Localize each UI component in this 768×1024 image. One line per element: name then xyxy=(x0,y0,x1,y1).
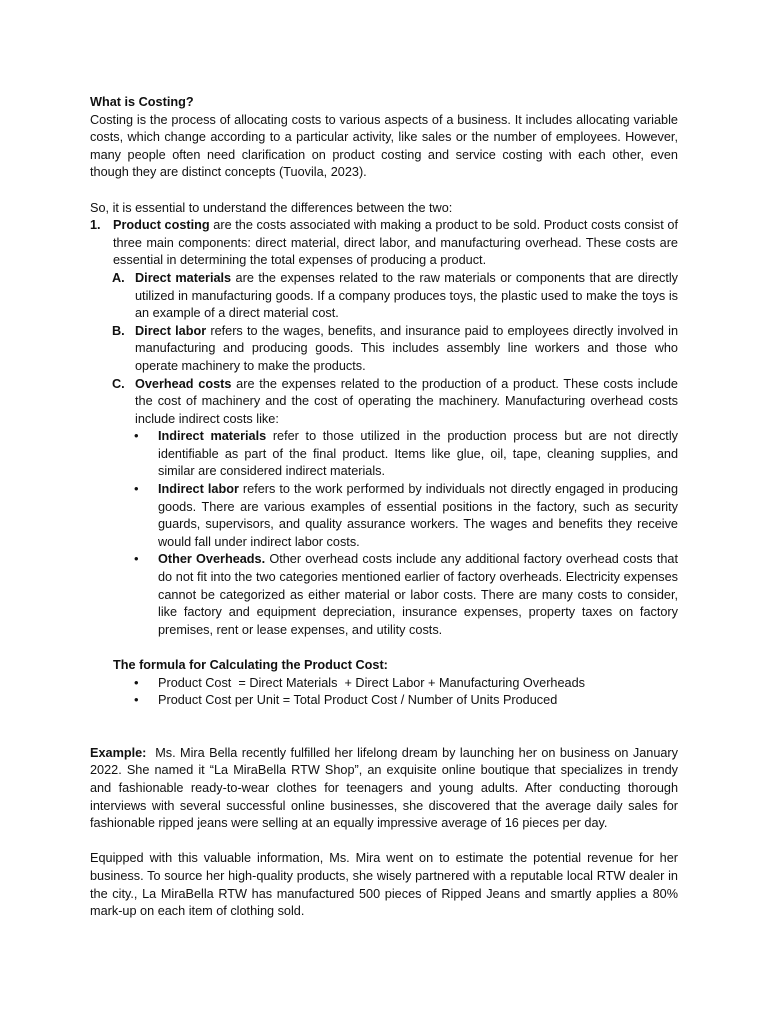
list-marker: B. xyxy=(112,323,125,338)
list-marker: 1. xyxy=(90,218,101,233)
intro-paragraph: Costing is the process of allocating costs to various aspects of a business. It includes allocating variable costs, which change according to a particular activity, like sales or the number of employees. However, many people often need clarification on product costing and service costing with each other, even though they are distinct concepts (Tuovila, 2023). xyxy=(90,112,678,180)
term: Product costing xyxy=(113,218,210,233)
bullet-indirect-labor: • Indirect labor refers to the work performed by individuals not directly engaged in producing goods. There are various examples of essential positions in the factory, such as security guards, supervisors, and quality assurance workers. The wages and benefits they receive would fall under indirect labor costs. xyxy=(134,481,679,549)
sub-item-direct-materials: A. Direct materials are the expenses related to the raw materials or components that are directly utilized in manufacturing goods. If a company produces toys, the plastic used to make the toys is an example of a direct material cost. xyxy=(112,270,679,321)
sub-item-direct-labor: B. Direct labor refers to the wages, benefits, and insurance paid to employees directly involved in manufacturing and producing goods. This includes assembly line workers and those who operate machinery to make the products. xyxy=(112,323,678,373)
sub-item-overhead-costs: C. Overhead costs are the expenses related to the production of a product. These costs include the cost of machinery and the cost of operating the machinery. Manufacturing overhead costs include indirect costs like: xyxy=(112,376,678,426)
list-marker: A. xyxy=(112,270,125,285)
formula-line: • Product Cost per Unit = Total Product Cost / Number of Units Produced xyxy=(134,692,558,708)
term: Indirect materials xyxy=(158,429,267,444)
bullet-icon: • xyxy=(134,428,139,444)
closing-paragraph: Equipped with this valuable information, Ms. Mira went on to estimate the potential revenue for her business. To source her high-quality products, she wisely partnered with a reputable local RTW dealer in the city., La MiraBella RTW has manufactured 500 pieces of Ripped Jeans and smartly applies a 80% mark-up on each item of clothing sold. xyxy=(90,851,678,919)
bullet-icon: • xyxy=(134,481,139,497)
bullet-icon: • xyxy=(134,674,139,690)
term: Overhead costs xyxy=(135,376,232,391)
bullet-indirect-materials: • Indirect materials refer to those utilized in the production process but are not directly identifiable as part of the final product. Items like glue, oil, tape, cleaning supplies, and similar are considered indirect materials. xyxy=(134,428,678,479)
term: Other Overheads. xyxy=(158,552,266,567)
bullet-icon: • xyxy=(134,551,139,567)
lead-sentence: So, it is essential to understand the differences between the two: xyxy=(90,200,453,215)
term: Indirect labor xyxy=(158,482,239,497)
example-label: Example: xyxy=(90,745,147,760)
bullet-other-overheads: • Other Overheads. Other overhead costs include any additional factory overhead costs that do not fit into the two categories mentioned earlier of factory overheads. Electricity expenses cannot be categorized as either material or labor costs. There are many costs to consider, like factory and equipment depreciation, insurance expenses, property taxes on factory premises, rent or lease expenses, and utility costs. xyxy=(134,551,678,637)
bullet-icon: • xyxy=(134,692,139,708)
document-body xyxy=(90,94,682,921)
formula-heading: The formula for Calculating the Product Cost: xyxy=(113,658,388,672)
list-marker: C. xyxy=(112,376,125,391)
term: Direct materials xyxy=(135,270,232,285)
term: Direct labor xyxy=(135,323,207,338)
example-paragraph: Example: Ms. Mira Bella recently fulfilled her lifelong dream by launching her on business on January 2022. She named it “La MiraBella RTW Shop”, an exquisite online boutique that specializes in trendy and fashionable ready-to-wear clothes for teenagers and young adults. After conducting thorough interviews with several successful online businesses, she discovered that the average daily sales for fashionable ripped jeans were selling at an equally impressive average of 16 pieces per day. xyxy=(90,745,682,831)
list-item-product-costing: 1. Product costing are the costs associated with making a product to be sold. Product costs consist of three main components: direct material, direct labor, and manufacturing overhead. These costs are essential in determining the total expenses of producing a product. xyxy=(90,218,678,268)
section-heading: What is Costing? xyxy=(90,95,194,109)
formula-line: • Product Cost = Direct Materials + Direct Labor + Manufacturing Overheads xyxy=(134,674,585,690)
